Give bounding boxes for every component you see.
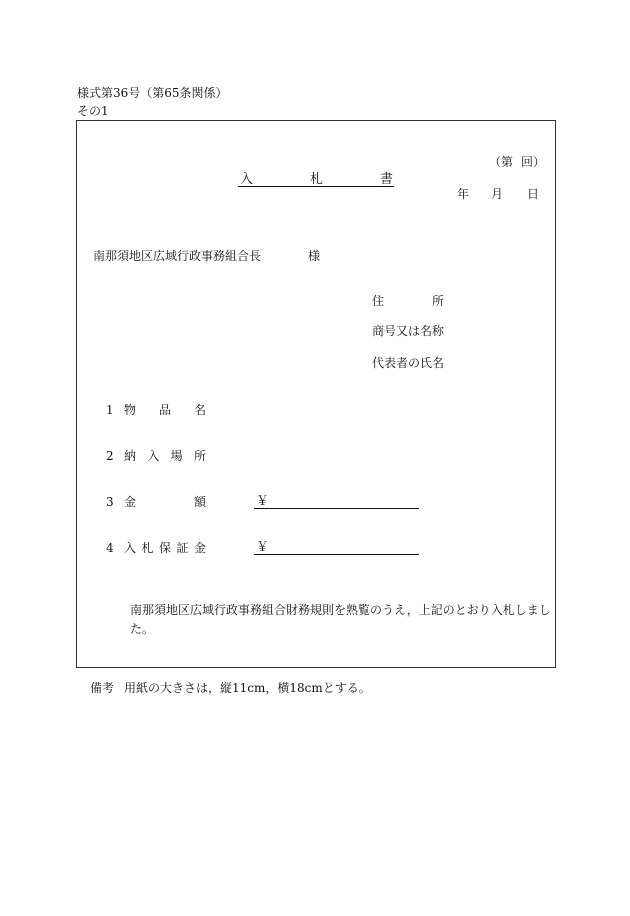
form-sub-number: その1 bbox=[77, 104, 109, 118]
date-year-label: 年 bbox=[457, 187, 470, 201]
bond-line[interactable] bbox=[254, 554, 419, 555]
note-label: 備考 bbox=[90, 681, 115, 695]
addressee: 南那須地区広域行政事務組合長 bbox=[93, 249, 262, 263]
declaration-text: 南那須地区広域行政事務組合財務規則を熟覧のうえ，上記のとおり入札しました。 bbox=[130, 603, 551, 636]
form-number: 様式第36号（第65条関係） bbox=[77, 86, 228, 100]
bond-yen-sign: ￥ bbox=[256, 540, 270, 555]
item-label-amount: 金 額 bbox=[124, 495, 206, 509]
form-title bbox=[240, 173, 393, 186]
item-number: 2 bbox=[106, 449, 114, 463]
item-number: 3 bbox=[106, 495, 114, 509]
title-char: 書 bbox=[379, 172, 393, 187]
company-label: 商号又は名称 bbox=[372, 324, 445, 338]
item-label-delivery-place: 納 入 場 所 bbox=[124, 449, 206, 463]
date-day-label: 日 bbox=[527, 187, 540, 201]
note-text: 用紙の大きさは，縦11cm，横18cmとする。 bbox=[124, 681, 371, 695]
item-label-bid-bond: 入 札 保 証 金 bbox=[124, 541, 206, 555]
amount-line[interactable] bbox=[254, 508, 419, 509]
item-number: 4 bbox=[106, 541, 114, 555]
title-char: 札 bbox=[309, 172, 323, 187]
bid-form-box bbox=[76, 120, 556, 668]
address-label: 住 所 bbox=[372, 294, 444, 308]
round-close: 回） bbox=[521, 155, 546, 169]
title-underline bbox=[238, 186, 394, 187]
honorific: 様 bbox=[308, 249, 321, 263]
date-month-label: 月 bbox=[491, 187, 504, 201]
round-open: （第 bbox=[489, 155, 514, 169]
amount-yen-sign: ￥ bbox=[256, 494, 270, 509]
representative-label: 代表者の氏名 bbox=[372, 356, 445, 370]
item-label-goods: 物 品 名 bbox=[124, 403, 206, 417]
item-number: 1 bbox=[106, 403, 114, 417]
title-char: 入 bbox=[240, 172, 254, 187]
